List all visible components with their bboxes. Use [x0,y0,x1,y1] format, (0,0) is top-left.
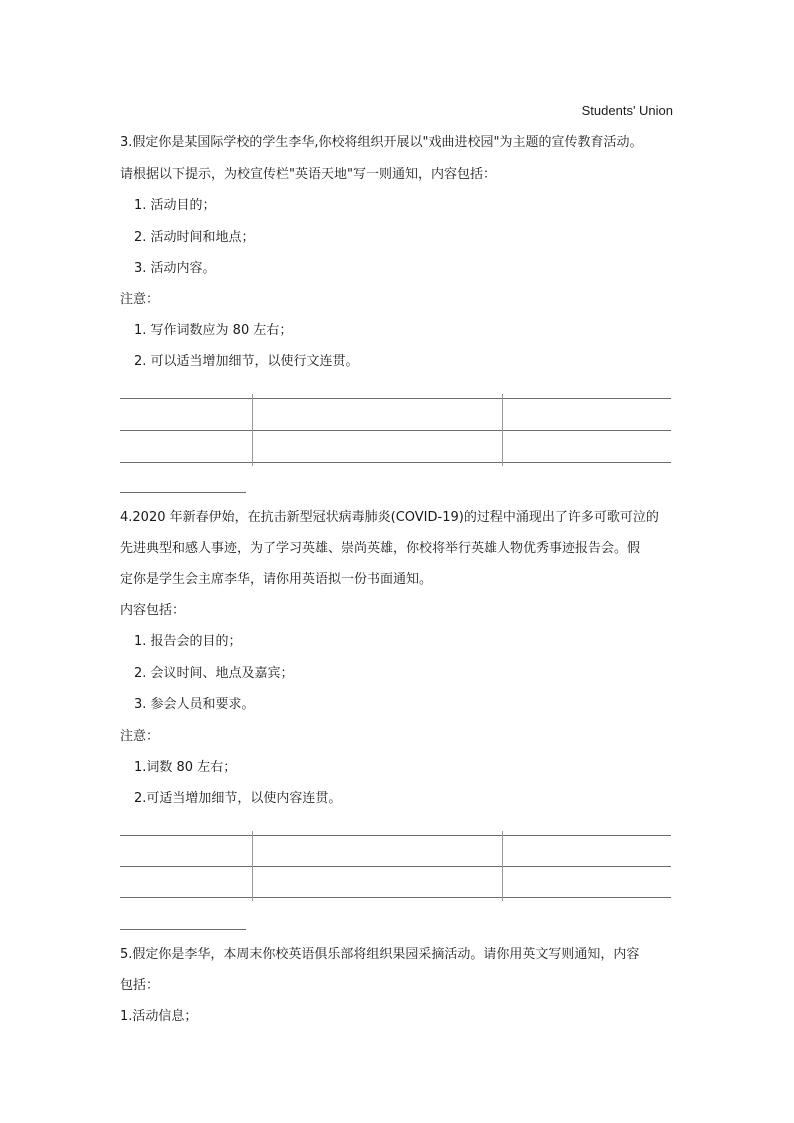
q4-prompt-line-2: 先进典型和感人事迹，为了学习英雄、崇尚英雄，你校将举行英雄人物优秀事迹报告会。假 [120,541,641,556]
q4-item: 1. 报告会的目的； [134,634,242,649]
q4-item: 2. 会议时间、地点及嘉宾； [134,666,294,681]
q3-notes-label: 注意： [120,292,160,307]
signoff: Students' Union [581,103,673,118]
q3-note: 2. 可以适当增加细节，以使行文连贯。 [134,354,359,369]
answer-line [120,835,671,836]
q3-item: 3. 活动内容。 [134,261,216,276]
q4-content-label: 内容包括： [120,603,186,618]
answer-line [120,430,671,431]
q3-note: 1. 写作词数应为 80 左右； [134,323,293,338]
answer-line-short [120,929,246,930]
q5-prompt-line-2: 包括： [120,978,160,993]
q5-item: 1.活动信息； [120,1009,198,1024]
answer-line-short [120,492,246,493]
q4-note: 2.可适当增加细节，以使内容连贯。 [134,791,342,806]
q4-prompt-line-3: 定你是学生会主席李华，请你用英语拟一份书面通知。 [120,572,433,587]
answer-line [120,398,671,399]
q3-prompt-line-2: 请根据以下提示，为校宣传栏"英语天地"写一则通知，内容包括： [120,167,496,182]
q5-prompt-line-1: 5.假定你是李华，本周末你校英语俱乐部将组织果园采摘活动。请你用英文写则通知，内容 [120,947,640,962]
q4-prompt-line-1: 4.2020 年新春伊始，在抗击新型冠状病毒肺炎(COVID-19)的过程中涌现出了许多可歌可泣的 [120,510,659,525]
line-divider [502,831,503,901]
q4-notes-label: 注意： [120,729,160,744]
q4-note: 1.词数 80 左右； [134,760,237,775]
answer-line [120,897,671,898]
q3-item: 1. 活动目的； [134,198,216,213]
q4-item: 3. 参会人员和要求。 [134,697,255,712]
line-divider [252,394,253,466]
answer-line [120,866,671,867]
line-divider [502,394,503,466]
q3-prompt-line-1: 3.假定你是某国际学校的学生李华,你校将组织开展以"戏曲进校园"为主题的宣传教育活动。 [120,135,643,150]
q3-item: 2. 活动时间和地点； [134,230,255,245]
answer-line [120,462,671,463]
line-divider [252,831,253,901]
